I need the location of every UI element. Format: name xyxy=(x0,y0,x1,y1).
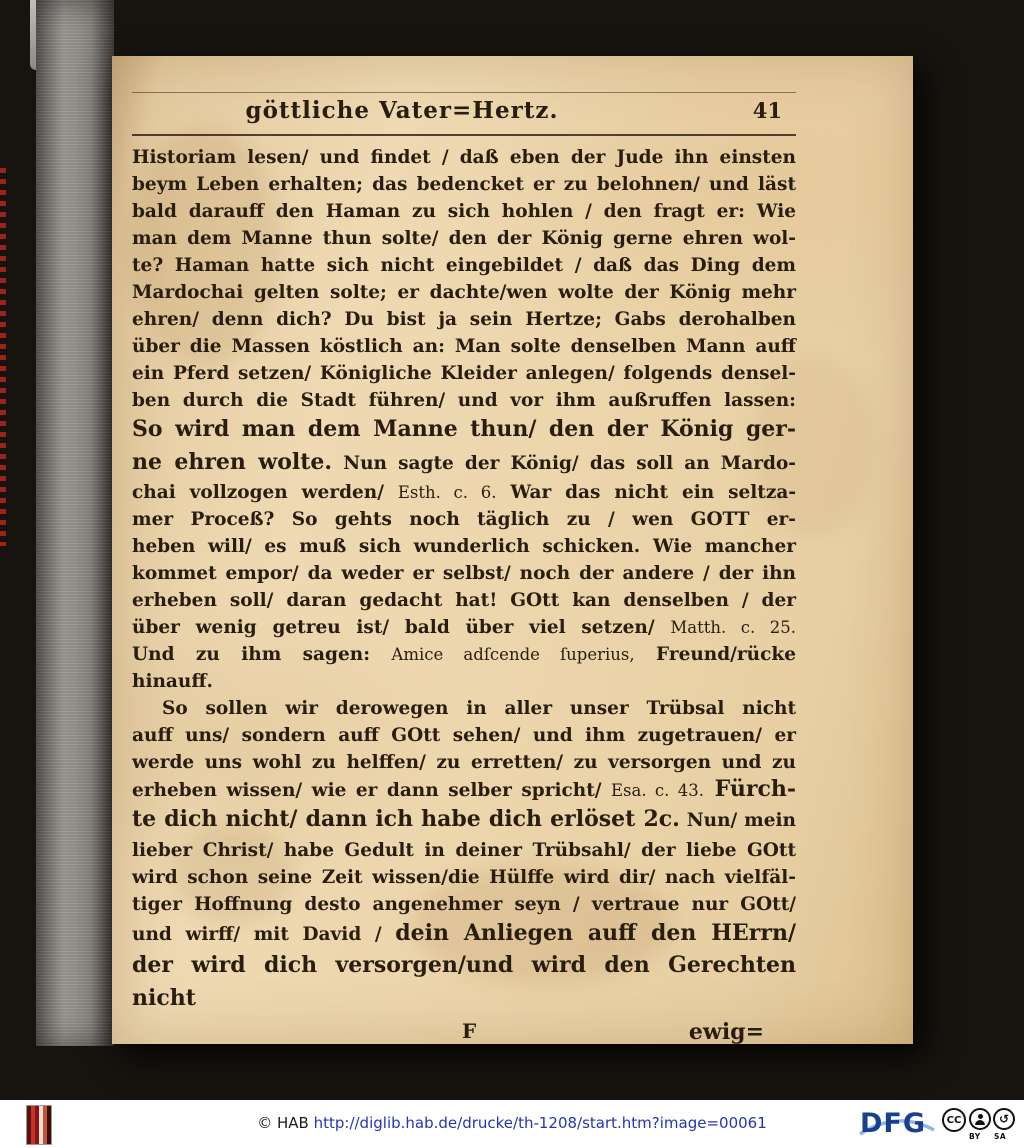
text-line xyxy=(132,360,796,387)
share-alike-glyph: ↺ xyxy=(998,1112,1010,1126)
text-segment: über wenig getreu ist/ bald über viel setzen/ xyxy=(132,617,671,638)
running-header xyxy=(132,97,796,129)
sa-label: SA xyxy=(994,1132,1007,1141)
text-line xyxy=(132,695,796,722)
text-segment: So sollen wir derowegen in aller unser Trübsal nicht xyxy=(162,698,796,719)
text-line xyxy=(132,804,796,837)
text-segment: War das nicht ein seltza- xyxy=(496,482,796,503)
text-segment: Historiam lesen/ und findet / daß eben der Jude ihn einsten xyxy=(132,147,796,168)
text-line xyxy=(132,279,796,306)
text-line xyxy=(132,387,796,414)
text-segment: Nun sagte der König/ das soll an Mardo- xyxy=(332,452,796,474)
footer-bar xyxy=(0,1100,1024,1148)
text-line xyxy=(132,144,796,171)
text-segment: hinauff. xyxy=(132,671,213,692)
text-segment: ne ehren wolte. xyxy=(132,448,333,475)
cc-icon xyxy=(942,1108,966,1132)
text-segment: So wird man dem Manne thun/ den der König ger- xyxy=(132,416,796,442)
text-segment: beym Leben erhalten; das bedencket er zu belohnen/ und läst xyxy=(132,174,796,195)
text-segment: heben will/ es muß sich wunderlich schicken. Wie mancher xyxy=(132,536,796,557)
text-segment: Esth. c. 6. xyxy=(397,483,497,502)
text-segment: dein Anliegen auff den HErrn/ xyxy=(395,919,796,946)
attribution-person-icon xyxy=(969,1108,991,1130)
text-line xyxy=(132,447,796,480)
cc-icon-label: CC xyxy=(946,1114,962,1126)
text-segment: ein Pferd setzen/ Königliche Kleider anlegen/ folgends densel- xyxy=(132,363,796,384)
text-line xyxy=(132,950,796,1015)
text-line xyxy=(132,776,796,804)
by-label: BY xyxy=(969,1132,981,1141)
text-segment: ehren/ denn dich? Du bist ja sein Hertze; Gabs derohalben xyxy=(132,309,796,330)
text-block xyxy=(132,144,796,1053)
cc-license-badge[interactable] xyxy=(942,1108,1014,1142)
book-page-edges xyxy=(36,0,114,1046)
text-segment: bald darauff den Haman zu sich hohlen / den fragt er: Wie xyxy=(132,201,796,222)
text-line xyxy=(132,252,796,279)
page-content xyxy=(132,56,796,1044)
dfg-logo[interactable] xyxy=(858,1106,936,1142)
person-glyph xyxy=(975,1114,985,1125)
source-url-link[interactable]: http://diglib.hab.de/drucke/th-1208/start.htm?image=00061 xyxy=(313,1114,767,1132)
text-line xyxy=(132,225,796,252)
text-segment: mer Proceß? So gehts noch täglich zu / wen GOTT er- xyxy=(132,509,796,530)
text-segment: te? Haman hatte sich nicht eingebildet / daß das Ding dem xyxy=(132,255,796,276)
text-line xyxy=(132,333,796,360)
text-segment: über die Massen köstlich an: Man solte denselben Mann auff xyxy=(132,336,796,357)
text-segment: werde uns wohl zu helffen/ zu erretten/ zu versorgen und zu xyxy=(132,752,796,773)
text-segment: erheben wissen/ wie er dann selber spricht/ xyxy=(132,780,612,801)
text-segment: Mardochai gelten solte; er dachte/wen wolte der König mehr xyxy=(132,282,796,303)
page-scan xyxy=(112,56,913,1044)
text-segment: auff uns/ sondern auff GOtt sehen/ und ihm zugetrauen/ er xyxy=(132,725,796,746)
attribution-text: © HAB xyxy=(257,1114,309,1132)
catchword: ewig= xyxy=(688,1019,764,1045)
text-segment: Matth. c. 25. xyxy=(670,618,796,637)
scale-ruler-marks xyxy=(0,168,6,546)
signature-mark: F xyxy=(462,1019,477,1043)
page-number: 41 xyxy=(752,98,782,123)
text-line xyxy=(132,306,796,333)
text-segment: kommet empor/ da weder er selbst/ noch der andere / der ihn xyxy=(132,563,796,584)
share-alike-icon xyxy=(993,1108,1015,1130)
text-segment: ben durch die Stadt führen/ und vor ihm außruffen lassen: xyxy=(132,390,796,411)
text-line xyxy=(132,560,796,587)
text-segment: man dem Manne thun solte/ den der König gerne ehren wol- xyxy=(132,228,796,249)
signature-row xyxy=(132,1019,796,1053)
text-segment: chai vollzogen werden/ xyxy=(132,482,398,503)
text-segment: te dich nicht/ dann ich habe dich erlöset 2c. xyxy=(132,806,680,832)
text-line xyxy=(132,749,796,776)
text-line xyxy=(132,668,796,695)
text-line xyxy=(132,479,796,506)
text-line xyxy=(132,198,796,225)
text-segment: erheben soll/ daran gedacht hat! GOtt kan denselben / der xyxy=(132,590,796,611)
text-segment: Amice adſcende ſuperius, xyxy=(391,645,635,664)
text-line xyxy=(132,587,796,614)
text-line xyxy=(132,837,796,864)
text-segment: Fürch- xyxy=(703,776,797,802)
text-segment: tiger Hoffnung desto angenehmer seyn / vertraue nur GOtt/ xyxy=(132,893,796,915)
header-rule-bottom xyxy=(132,134,796,136)
text-segment: Esa. c. 43. xyxy=(611,781,704,800)
text-segment: und wirff/ mit David / xyxy=(132,923,396,945)
text-line xyxy=(132,171,796,198)
text-line xyxy=(132,506,796,533)
text-line xyxy=(132,641,796,668)
text-line xyxy=(132,891,796,918)
text-segment: wird schon seine Zeit wissen/die Hülffe wird dir/ nach vielfäl- xyxy=(132,866,796,888)
text-segment: Freund/rücke xyxy=(634,644,796,665)
text-line xyxy=(132,864,796,891)
text-segment: Und zu ihm sagen: xyxy=(132,644,392,665)
text-segment: der wird dich versorgen/und wird den Gerechten nicht xyxy=(132,952,796,1011)
header-rule-top xyxy=(132,92,796,93)
dfg-logo-text: DFG xyxy=(860,1108,927,1139)
text-line xyxy=(132,722,796,749)
text-line xyxy=(132,414,796,447)
text-segment: lieber Christ/ habe Gedult in deiner Trübsahl/ der liebe GOtt xyxy=(132,839,796,861)
text-segment: Nun/ mein xyxy=(679,810,796,831)
text-line xyxy=(132,918,796,951)
header-title: göttliche Vater=Hertz. xyxy=(245,97,559,124)
text-line xyxy=(132,533,796,560)
text-line xyxy=(132,614,796,641)
